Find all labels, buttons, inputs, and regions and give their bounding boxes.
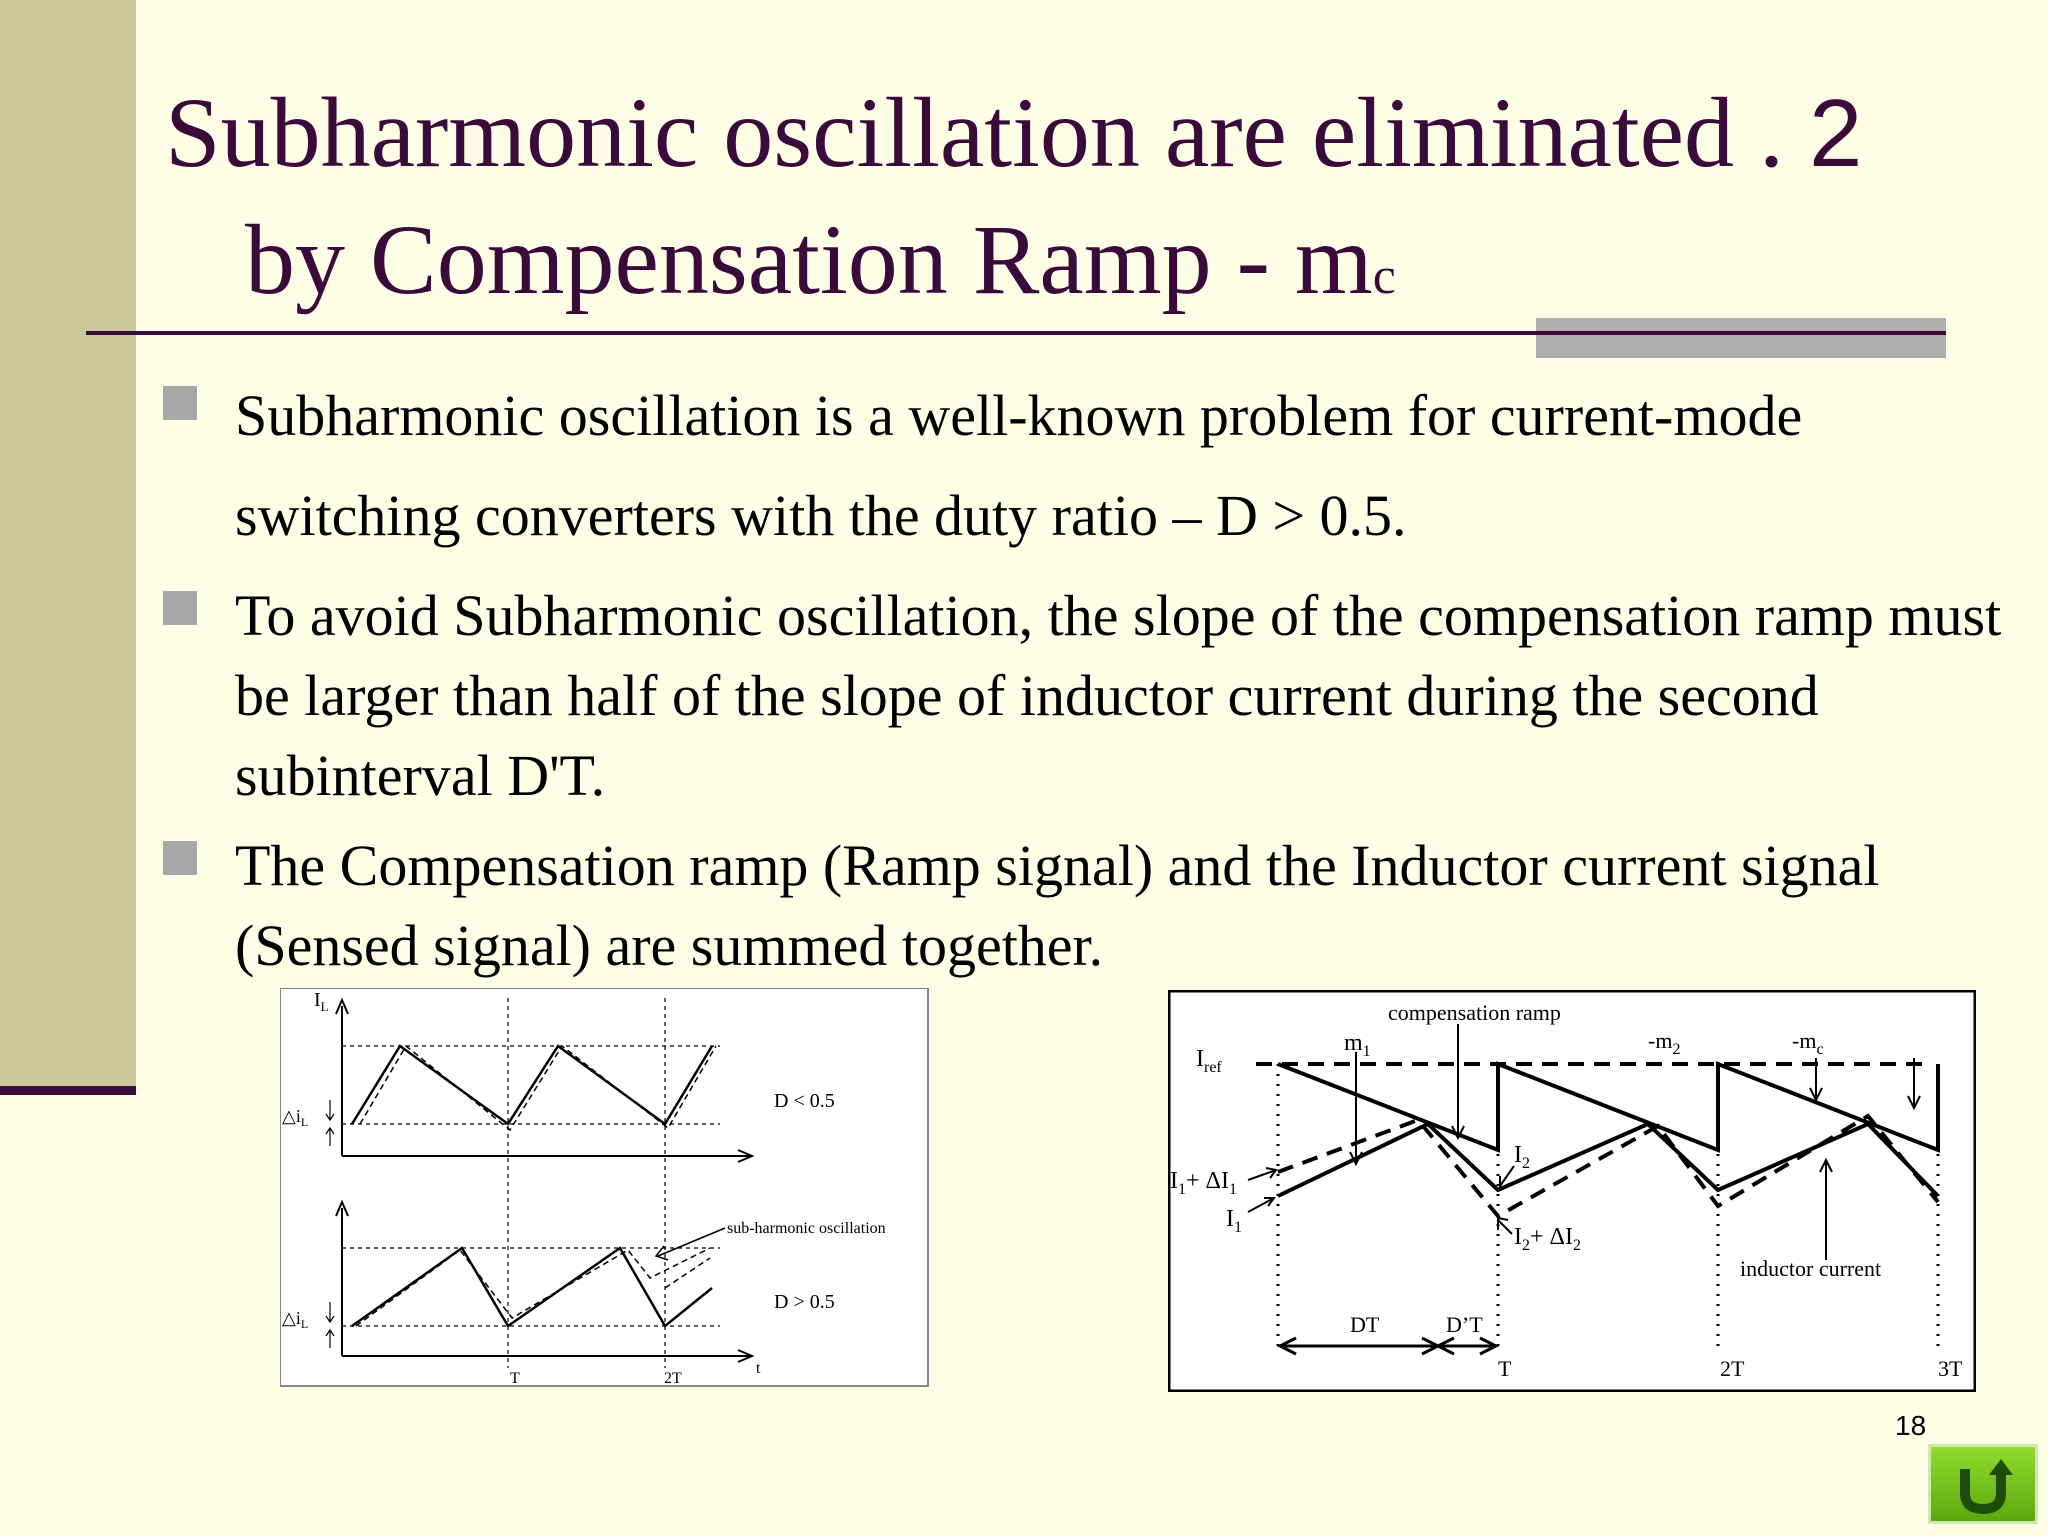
m2-label: $-m_2$ xyxy=(1648,1028,1681,1058)
bullet-marker xyxy=(163,591,197,625)
subharmonic-waveform-figure xyxy=(280,988,930,1388)
tick-2T: 2T xyxy=(664,1370,682,1387)
iref-label: $I_{ref}$ xyxy=(1196,1046,1222,1076)
bullet-text: The Compensation ramp (Ramp signal) and the Inductor current signal (Sensed signal) are summed together. xyxy=(235,833,1880,978)
mc-label: $-m_c$ xyxy=(1792,1028,1824,1058)
title-number: 2 xyxy=(1809,80,1863,187)
duty-label-low: D < 0.5 xyxy=(774,1090,835,1112)
i2-plus-delta-label: $I_2+ \Delta I_2$ xyxy=(1514,1224,1581,1254)
delta-il-top: $\triangle i_L$ xyxy=(282,1106,309,1129)
tick-3T-right: 3T xyxy=(1938,1356,1963,1381)
bullet-item xyxy=(160,826,2030,986)
bullet-item xyxy=(160,366,2030,566)
tick-T-right: T xyxy=(1498,1356,1512,1381)
duty-label-high: D > 0.5 xyxy=(774,1291,835,1313)
tick-T: T xyxy=(510,1370,520,1387)
bullet-text: To avoid Subharmonic oscillation, the slope of the compensation ramp must be larger than half of the slope of inductor current during the second subinterval D'T. xyxy=(235,583,2002,808)
bullet-text: Subharmonic oscillation is a well-known problem for current-mode switching converters with the duty ratio – D > 0.5. xyxy=(235,383,1803,548)
delta-il-bottom: $\triangle i_L$ xyxy=(282,1308,309,1331)
m1-label: $m_1$ xyxy=(1344,1030,1371,1060)
title-line2: by Compensation Ramp - m xyxy=(245,204,1373,315)
i2-label: $I_2$ xyxy=(1514,1142,1530,1172)
t-axis-label: t xyxy=(756,1360,761,1377)
bullet-item xyxy=(160,576,2030,816)
slide-title xyxy=(165,70,2015,340)
dt-label: DT xyxy=(1350,1312,1380,1337)
i1-label: $I_1$ xyxy=(1226,1206,1242,1236)
title-line1: Subharmonic oscillation are eliminated . xyxy=(165,77,1809,188)
return-button[interactable] xyxy=(1928,1444,2038,1524)
title-subscript: c xyxy=(1372,248,1396,305)
bullet-marker xyxy=(163,841,197,875)
bullet-marker xyxy=(163,386,197,420)
dpt-label: D’T xyxy=(1446,1312,1483,1337)
inductor-current-label: inductor current xyxy=(1740,1256,1882,1281)
sidebar-accent xyxy=(0,1086,136,1095)
page-number: 18 xyxy=(1895,1410,1927,1441)
bullet-list xyxy=(160,366,2030,996)
subharmonic-annotation: sub-harmonic oscillation xyxy=(727,1220,886,1237)
compensation-ramp-label: compensation ramp xyxy=(1388,1000,1561,1025)
compensation-ramp-figure xyxy=(1168,990,1976,1392)
sidebar-bar xyxy=(0,0,136,1086)
i1-plus-delta-label: $I_1+ \Delta I_1$ xyxy=(1170,1168,1237,1198)
tick-2T-right: 2T xyxy=(1720,1356,1745,1381)
title-rule-accent xyxy=(1536,318,1946,358)
return-arrow-icon xyxy=(1931,1447,2035,1521)
y-axis-label: $I_L$ xyxy=(314,989,329,1014)
